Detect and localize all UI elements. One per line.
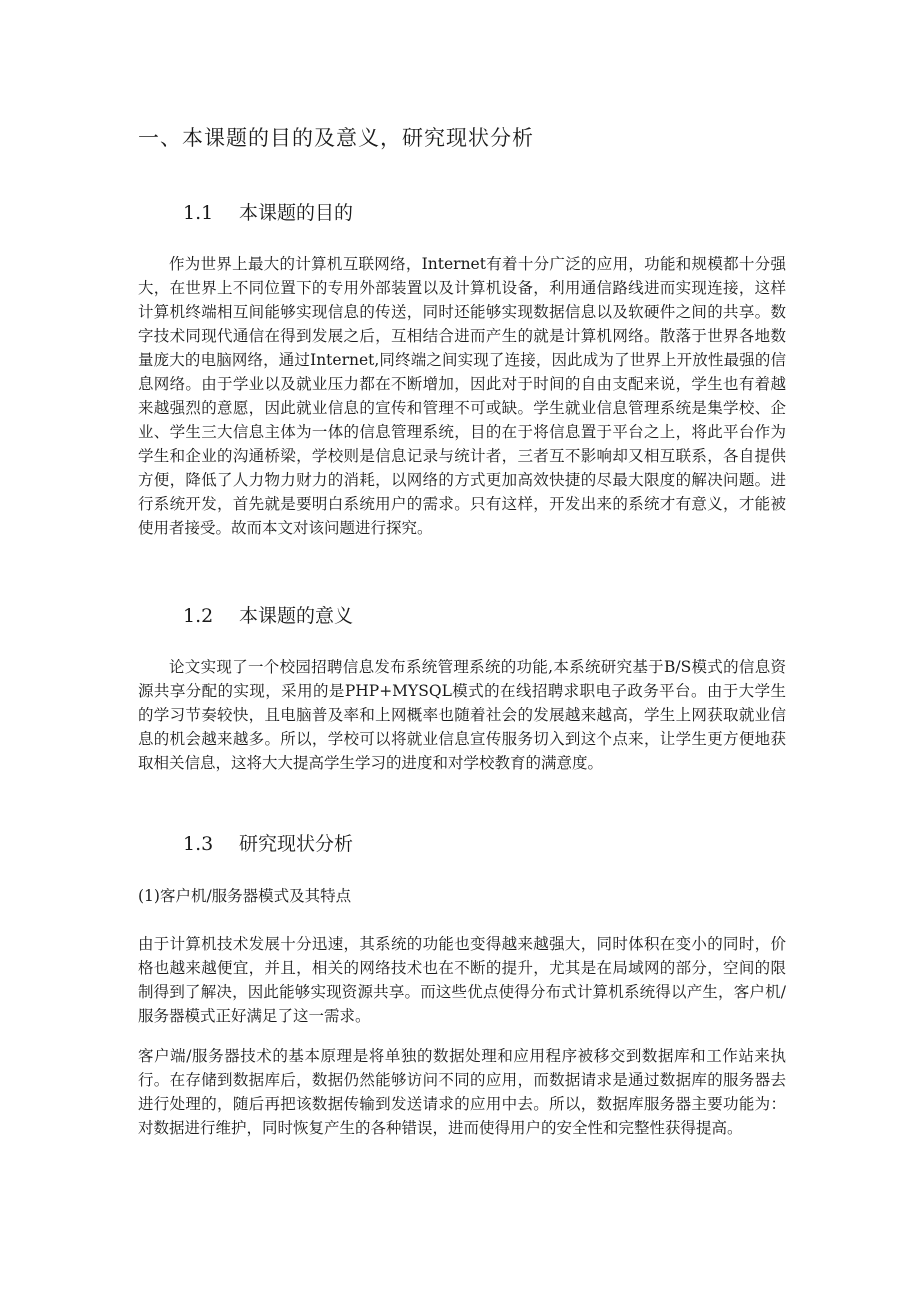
section-title: 本课题的目的 — [239, 202, 354, 224]
section-title: 本课题的意义 — [239, 605, 354, 627]
section-heading-1-1 — [183, 198, 353, 225]
paragraph-purpose: 作为世界上最大的计算机互联网络，Internet有着十分广泛的应用，功能和规模都十分强大，在世界上不同位置下的专用外部装置以及计算机设备，利用通信路线进而实现连接，这样计算机终端相互间能够实现信息的传送，同时还能够实现数据信息以及软硬件之间的共享。数字技术同现代通信在得到发展之后，互相结合进而产生的就是计算机网络。散落于世界各地数量庞大的电脑网络，通过Internet,同终端之间实现了连接，因此成为了世界上开放性最强的信息网络。由于学业以及就业压力都在不断增加，因此对于时间的自由支配来说，学生也有着越来越强烈的意愿，因此就业信息的宣传和管理不可或缺。学生就业信息管理系统是集学校、企业、学生三大信息主体为一体的信息管理系统，目的在于将信息置于平台之上，将此平台作为学生和企业的沟通桥梁，学校则是信息记录与统计者，三者互不影响却又相互联系，各自提供方便，降低了人力物力财力的消耗，以网络的方式更加高效快捷的尽最大限度的解决问题。进行系统开发，首先就是要明白系统用户的需求。只有这样，开发出来的系统才有意义，才能被使用者接受。故而本文对该问题进行探究。 — [138, 255, 786, 537]
section-number: 1.2 — [183, 605, 214, 627]
section-heading-1-3 — [183, 829, 353, 856]
paragraph-significance: 论文实现了一个校园招聘信息发布系统管理系统的功能,本系统研究基于B/S模式的信息资源共享分配的实现，采用的是PHP+MYSQL模式的在线招聘求职电子政务平台。由于大学生的学习节奏较快，且电脑普及率和上网概率也随着社会的发展越来越高，学生上网获取就业信息的机会越来越多。所以，学校可以将就业信息宣传服务切入到这个点来，让学生更方便地获取相关信息，这将大大提高学生学习的进度和对学校教育的满意度。 — [138, 658, 786, 772]
section-number: 1.1 — [183, 202, 214, 224]
subsection-title: (1)客户机/服务器模式及其特点 — [138, 887, 352, 905]
section-title: 研究现状分析 — [239, 833, 354, 855]
page-title: 一、本课题的目的及意义，研究现状分析 — [138, 126, 534, 150]
section-number: 1.3 — [183, 833, 214, 855]
paragraph-client-server-1: 由于计算机技术发展十分迅速，其系统的功能也变得越来越强大，同时体积在变小的同时，价格也越来越便宜，并且，相关的网络技术也在不断的提升，尤其是在局域网的部分，空间的限制得到了解决，因此能够实现资源共享。而这些优点使得分布式计算机系统得以产生，客户机/服务器模式正好满足了这一需求。 — [138, 935, 786, 1025]
section-heading-1-2 — [183, 601, 353, 628]
paragraph-client-server-2: 客户端/服务器技术的基本原理是将单独的数据处理和应用程序被移交到数据库和工作站来执行。在存储到数据库后，数据仍然能够访问不同的应用，而数据请求是通过数据库的服务器去进行处理的，随后再把该数据传输到发送请求的应用中去。所以，数据库服务器主要功能为：对数据进行维护，同时恢复产生的各种错误，进而使得用户的安全性和完整性获得提高。 — [138, 1047, 786, 1137]
